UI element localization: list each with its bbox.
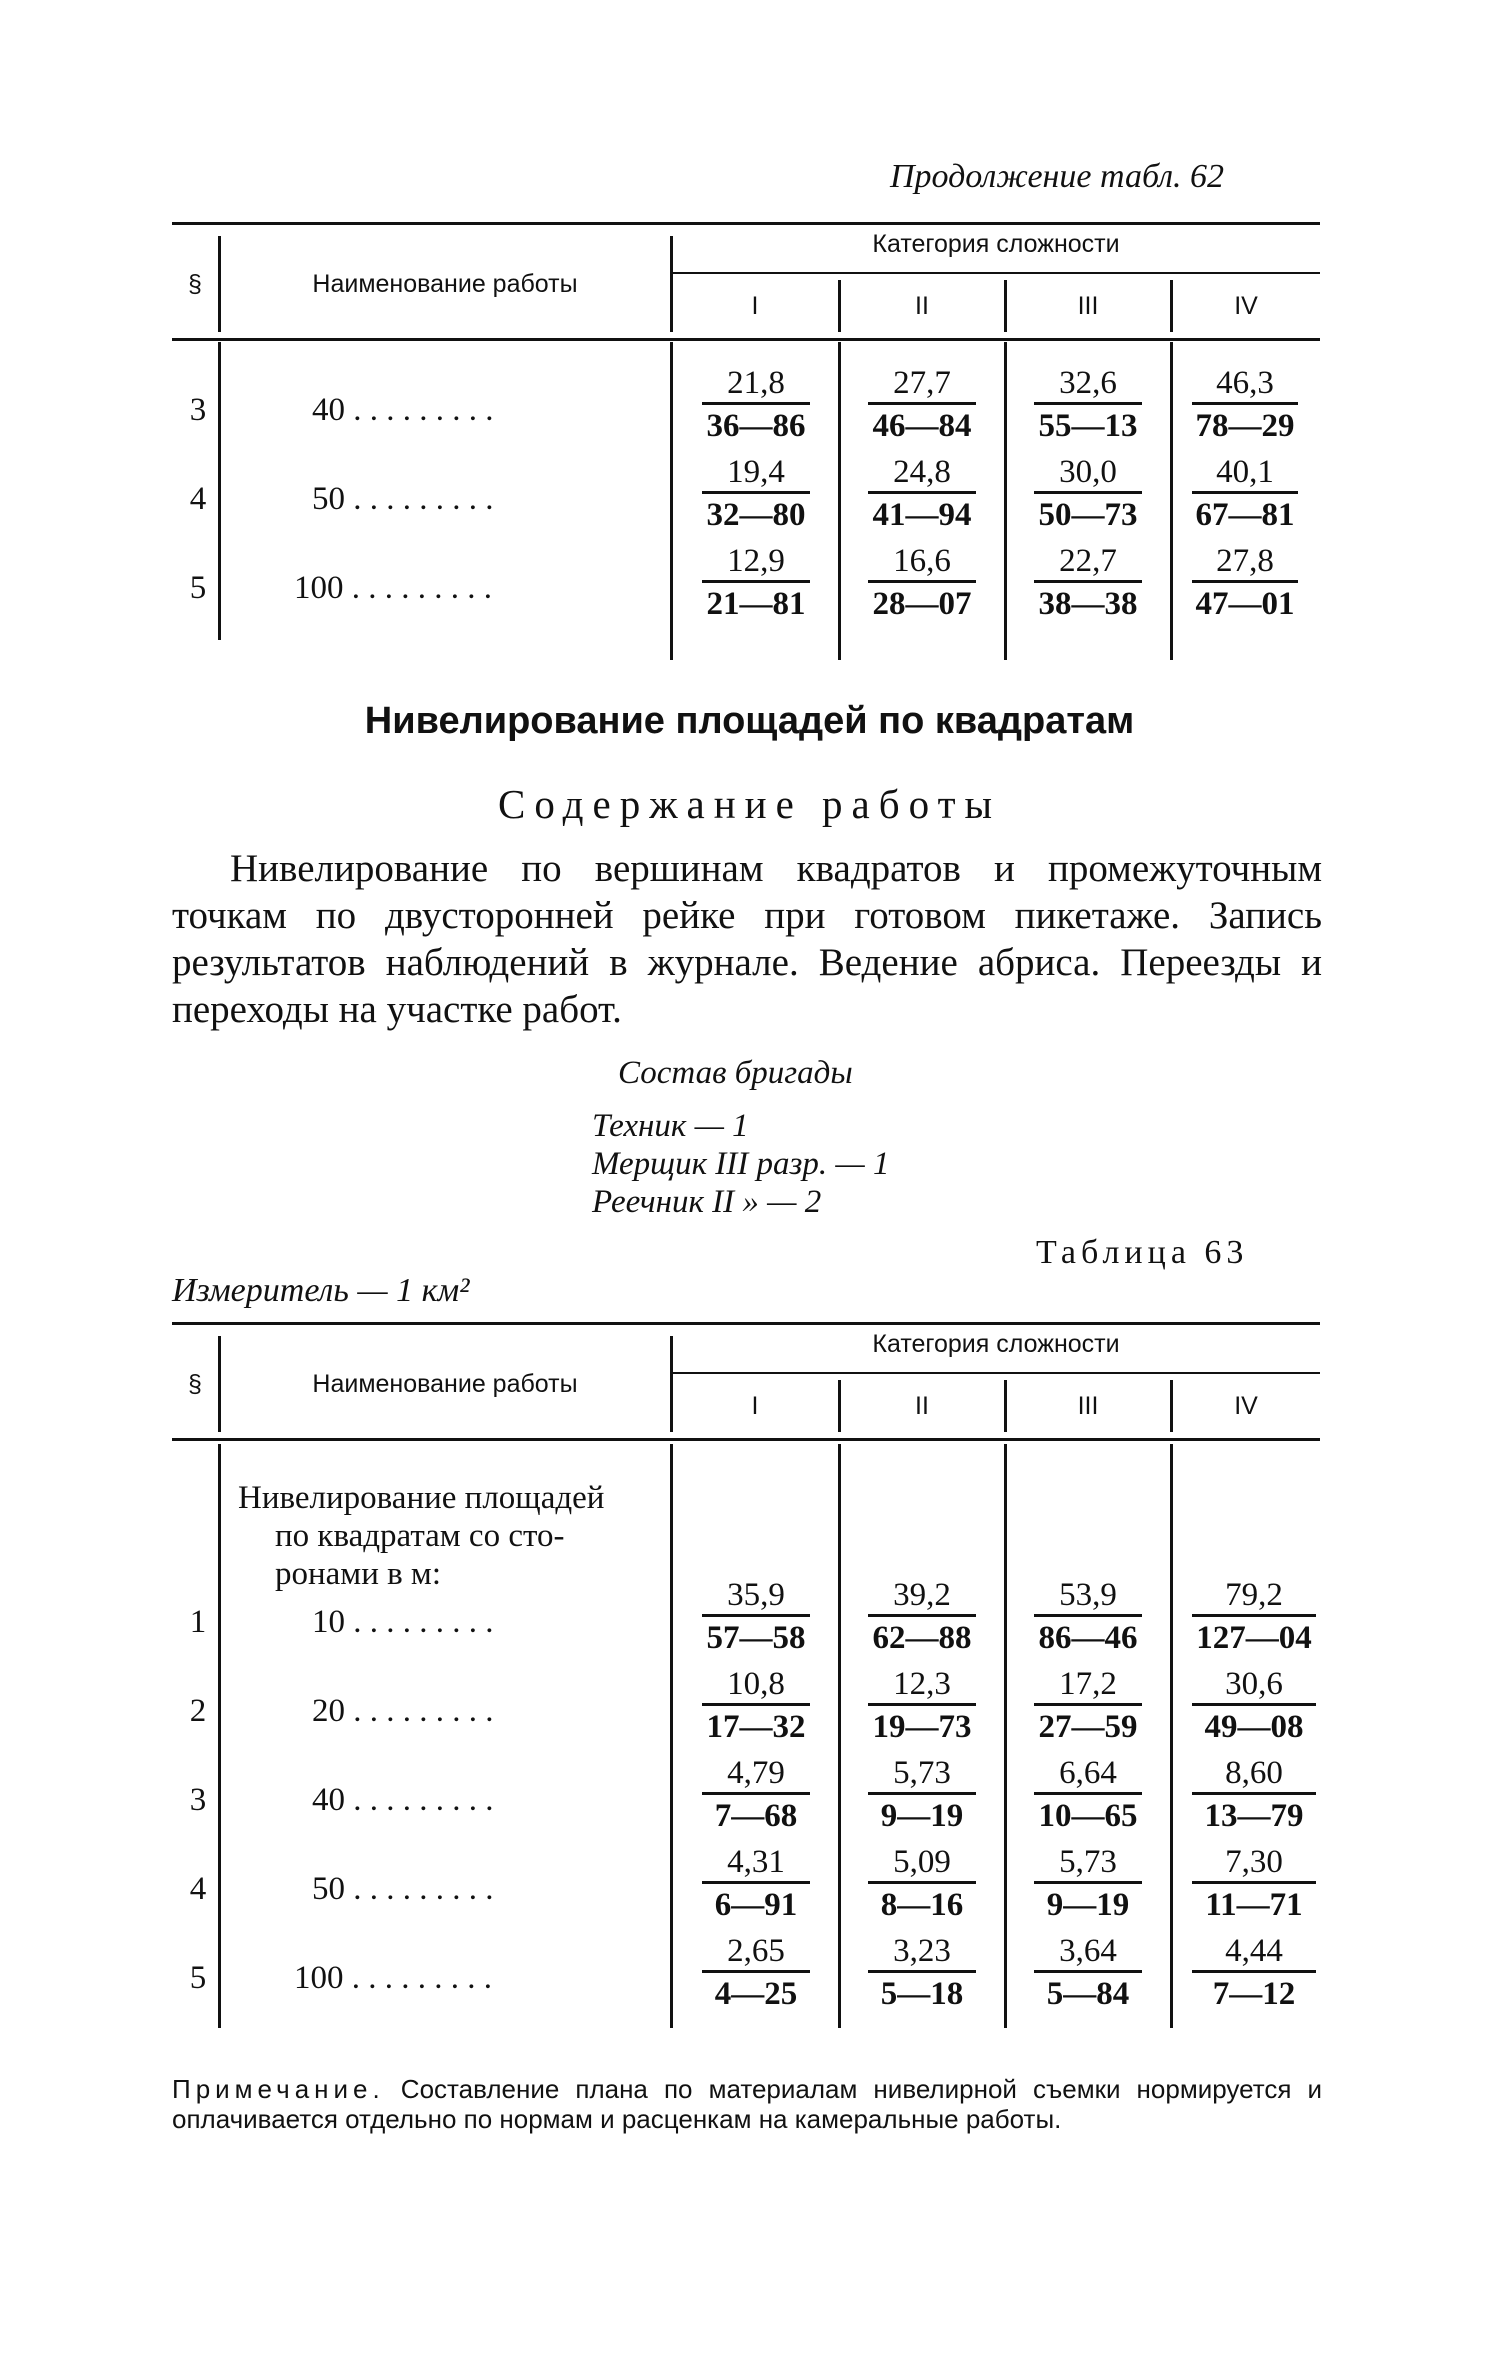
table62-category-header: Категория сложности [872,230,1120,258]
measure-unit: Измеритель — 1 км² [172,1272,470,1309]
table63-cat-3: III [1077,1392,1099,1420]
table63-name-header: Наименование работы [312,1370,578,1398]
footnote [172,2074,1322,2134]
value-cell: $\frac{40,1}{67—81}$ [1192,453,1298,534]
value-cell: $\frac{35,9}{57—58}$ [702,1576,810,1657]
value-cell: $\frac{4,44}{7—12}$ [1192,1932,1316,2013]
table-row-name: 100 . . . . . . . . . [294,570,492,606]
table-row-section: 4 [189,1871,207,1907]
table63-cat-4: IV [1234,1392,1258,1420]
value-cell: $\frac{4,31}{6—91}$ [702,1843,810,1924]
table63-cat-1: I [751,1392,759,1420]
group-label-line-3: ронами в м: [275,1556,441,1592]
table-row-section: 2 [189,1693,207,1729]
value-cell: $\frac{53,9}{86—46}$ [1034,1576,1142,1657]
table-row-section: 1 [189,1604,207,1640]
crew-line-1: Техник — 1 [592,1108,749,1144]
value-cell: $\frac{5,09}{8—16}$ [868,1843,976,1924]
value-cell: $\frac{39,2}{62—88}$ [868,1576,976,1657]
table62-cat-3: III [1077,292,1099,320]
content-paragraph: Нивелирование по вершинам квадратов и промежуточным точкам по двусторонней рейке при готовом пикетаже. Запись результатов наблюдений в журнале. Ведение абриса. Переезды и переходы на участке работ. [172,847,1322,1031]
table63-category-header: Категория сложности [872,1330,1120,1358]
value-cell: $\frac{4,79}{7—68}$ [702,1754,810,1835]
value-cell: $\frac{5,73}{9—19}$ [868,1754,976,1835]
value-cell: $\frac{17,2}{27—59}$ [1034,1665,1142,1746]
table-row-section: 4 [189,481,207,517]
table-63-label: Таблица 63 [1036,1234,1249,1271]
crew-line-2: Мерщик III разр. — 1 [592,1146,890,1182]
value-cell: $\frac{79,2}{127—04}$ [1192,1576,1316,1657]
table-row-section: 5 [189,1960,207,1996]
value-cell: $\frac{12,9}{21—81}$ [702,542,810,623]
footnote-label: Примечание. [172,2074,385,2104]
table-row-section: 3 [189,1782,207,1818]
table-row-name: 100 . . . . . . . . . [294,1960,492,1996]
value-cell: $\frac{8,60}{13—79}$ [1192,1754,1316,1835]
crew-line-3: Реечник II » — 2 [592,1184,822,1220]
value-cell: $\frac{6,64}{10—65}$ [1034,1754,1142,1835]
value-cell: $\frac{5,73}{9—19}$ [1034,1843,1142,1924]
table62-name-header: Наименование работы [312,270,578,298]
value-cell: $\frac{16,6}{28—07}$ [868,542,976,623]
table62-cat-2: II [915,292,929,320]
table-row-name: 50 . . . . . . . . . [312,1871,494,1907]
table-row-name: 40 . . . . . . . . . [312,392,494,428]
content-heading: Содержание работы [497,781,1002,827]
value-cell: $\frac{32,6}{55—13}$ [1034,364,1142,445]
table62-section-header: § [188,270,202,298]
continuation-label: Продолжение табл. 62 [890,158,1225,195]
value-cell: $\frac{3,64}{5—84}$ [1034,1932,1142,2013]
value-cell: $\frac{30,0}{50—73}$ [1034,453,1142,534]
value-cell: $\frac{3,23}{5—18}$ [868,1932,976,2013]
value-cell: $\frac{10,8}{17—32}$ [702,1665,810,1746]
crew-title: Состав бригады [618,1055,853,1091]
table-row-name: 20 . . . . . . . . . [312,1693,494,1729]
value-cell: $\frac{27,8}{47—01}$ [1192,542,1298,623]
value-cell: $\frac{30,6}{49—08}$ [1192,1665,1316,1746]
table63-section-header: § [188,1370,202,1398]
table-row-section: 3 [189,392,207,428]
value-cell: $\frac{7,30}{11—71}$ [1192,1843,1316,1924]
table-row-name: 50 . . . . . . . . . [312,481,494,517]
table62-cat-1: I [751,292,759,320]
value-cell: $\frac{24,8}{41—94}$ [868,453,976,534]
table63-cat-2: II [915,1392,929,1420]
footnote-text: Составление плана по материалам нивелирной съемки нормируется и оплачивается отдельно по нормам и расценкам на камеральные работы. [172,2074,1322,2134]
table62-cat-4: IV [1234,292,1258,320]
table-row-section: 5 [189,570,207,606]
value-cell: $\frac{27,7}{46—84}$ [868,364,976,445]
table-row-name: 10 . . . . . . . . . [312,1604,494,1640]
value-cell: $\frac{19,4}{32—80}$ [702,453,810,534]
value-cell: $\frac{21,8}{36—86}$ [702,364,810,445]
group-label-line-1: Нивелирование площадей [238,1480,605,1516]
value-cell: $\frac{22,7}{38—38}$ [1034,542,1142,623]
table-row-name: 40 . . . . . . . . . [312,1782,494,1818]
section-title: Нивелирование площадей по квадратам [364,700,1135,742]
group-label-line-2: по квадратам со сто- [275,1518,565,1554]
value-cell: $\frac{12,3}{19—73}$ [868,1665,976,1746]
value-cell: $\frac{46,3}{78—29}$ [1192,364,1298,445]
value-cell: $\frac{2,65}{4—25}$ [702,1932,810,2013]
